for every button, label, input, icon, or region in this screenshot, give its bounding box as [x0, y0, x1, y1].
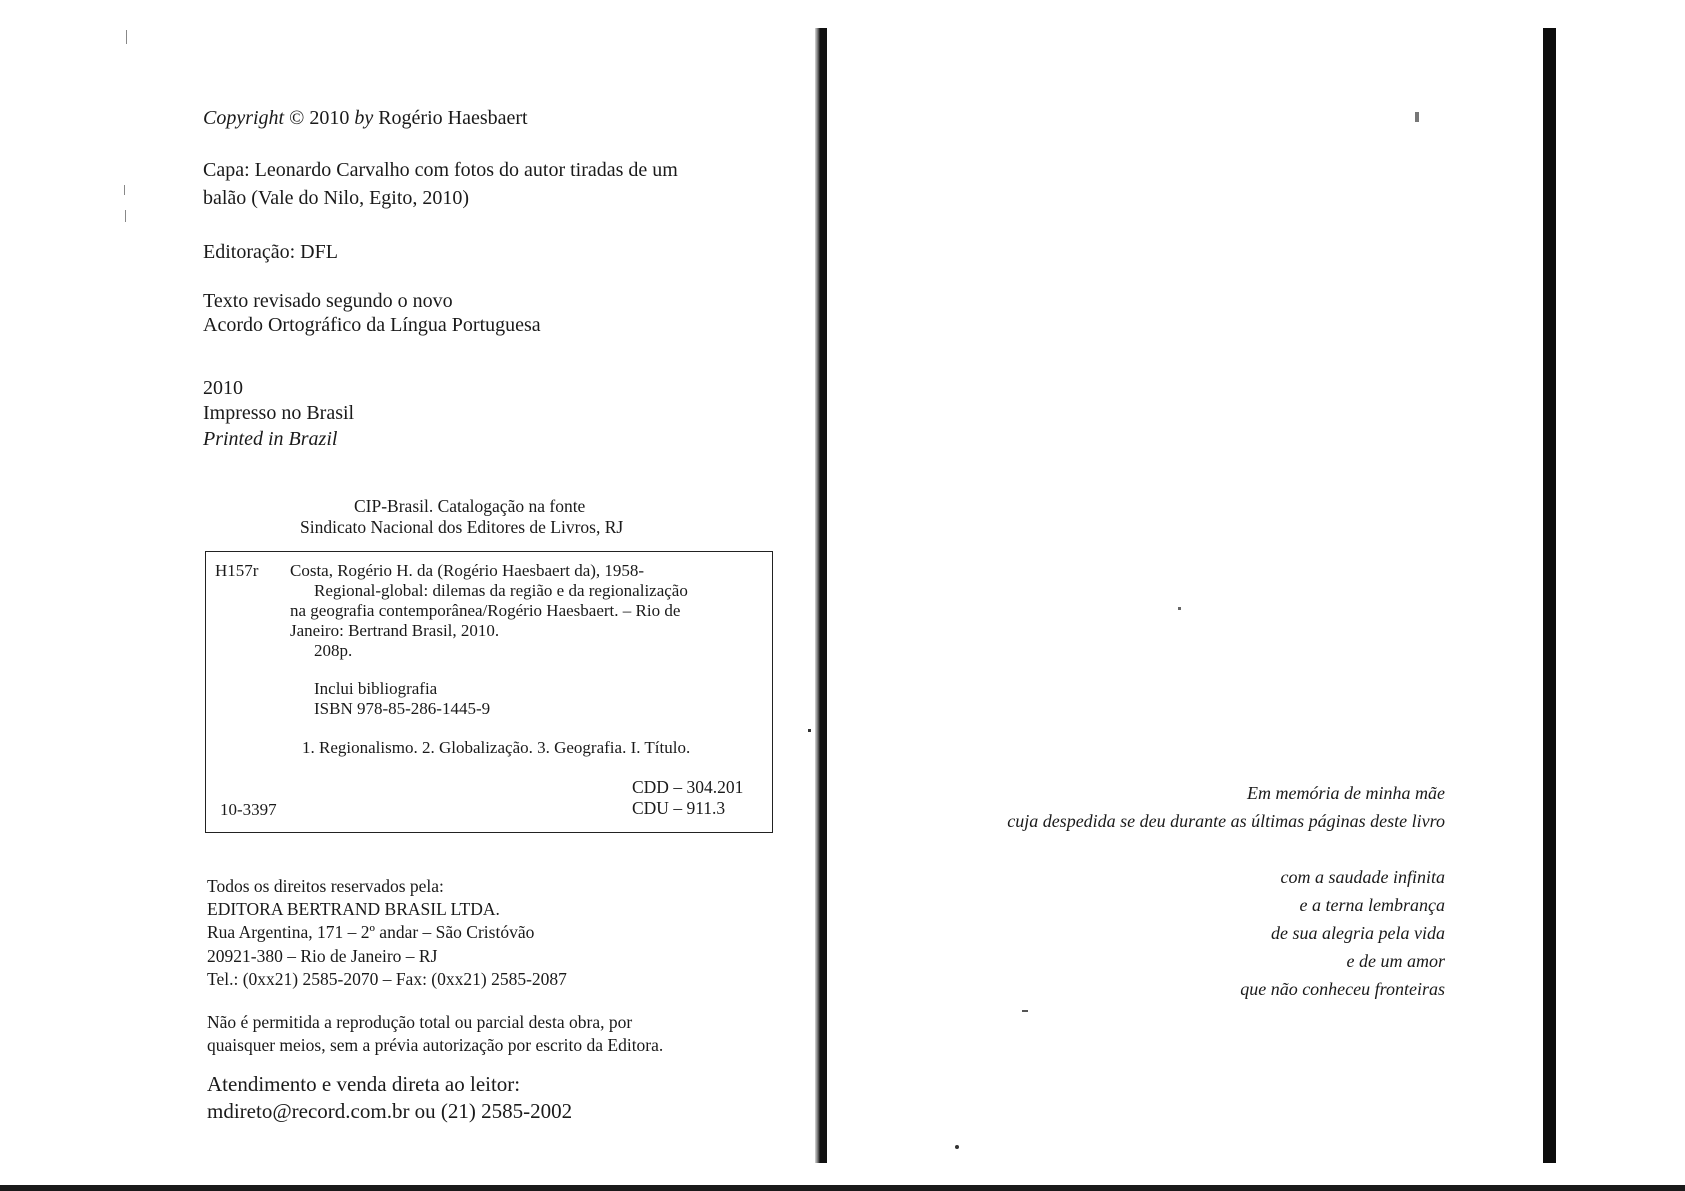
poem-line: com a saudade infinita: [1280, 867, 1445, 887]
cip-header-line2: Sindicato Nacional dos Editores de Livros, RJ: [300, 517, 624, 537]
scan-mark: [955, 1145, 959, 1149]
copyright-by: by: [354, 107, 374, 129]
cip-subjects: 1. Regionalismo. 2. Globalização. 3. Geografia. I. Título.: [302, 738, 691, 757]
dedication-line1: Em memória de minha mãe: [1247, 783, 1445, 803]
cip-call-number: H157r: [215, 561, 259, 580]
printed-en: Printed in Brazil: [203, 428, 338, 450]
publisher-city: 20921-380 – Rio de Janeiro – RJ: [207, 946, 438, 966]
scan-mark: [126, 30, 127, 44]
copyright-year: © 2010: [289, 107, 350, 129]
poem-line: e a terna lembrança: [1299, 895, 1445, 915]
notice-line1: Não é permitida a reprodução total ou parcial desta obra, por: [207, 1012, 633, 1032]
scan-mark: [1415, 112, 1419, 122]
publisher-phone: Tel.: (0xx21) 2585-2070 – Fax: (0xx21) 2585-2087: [207, 969, 567, 989]
service-line1: Atendimento e venda direta ao leitor:: [207, 1072, 521, 1096]
cip-pages: 208p.: [314, 641, 353, 660]
cip-header-line1: CIP-Brasil. Catalogação na fonte: [354, 496, 586, 516]
poem-line: de sua alegria pela vida: [1271, 923, 1445, 943]
cip-control-number: 10-3397: [220, 800, 277, 819]
dedication-line2: cuja despedida se deu durante as últimas páginas deste livro: [1007, 811, 1445, 831]
printed-pt: Impresso no Brasil: [203, 402, 355, 424]
rights-line1: Todos os direitos reservados pela:: [207, 876, 444, 896]
cip-title-line2: na geografia contemporânea/Rogério Haesbaert. – Rio de: [290, 601, 681, 620]
revision-line2: Acordo Ortográfico da Língua Portuguesa: [203, 314, 541, 336]
publisher-name: EDITORA BERTRAND BRASIL LTDA.: [207, 899, 500, 919]
scan-bottom-edge: [0, 1185, 1685, 1191]
copyright-author: Rogério Haesbaert: [378, 107, 528, 129]
scan-mark: [125, 210, 126, 222]
notice-line2: quaisquer meios, sem a prévia autorização por escrito da Editora.: [207, 1035, 664, 1055]
scan-mark: [808, 729, 811, 732]
service-contact: mdireto@record.com.br ou (21) 2585-2002: [207, 1099, 573, 1123]
cover-credit-line2: balão (Vale do Nilo, Egito, 2010): [203, 187, 470, 209]
cover-credit-line1: Capa: Leonardo Carvalho com fotos do autor tiradas de um: [203, 159, 678, 181]
poem-line: e de um amor: [1346, 951, 1445, 971]
copyright-label: Copyright: [203, 107, 285, 129]
scan-mark: [124, 185, 125, 195]
scan-mark: [1022, 1010, 1028, 1012]
editing-credit: Editoração: DFL: [203, 241, 338, 263]
right-page: [830, 0, 1685, 1191]
cip-cdu: CDU – 911.3: [632, 798, 726, 818]
publisher-address: Rua Argentina, 171 – 2º andar – São Cristóvão: [207, 922, 535, 942]
cip-cdd: CDD – 304.201: [632, 777, 744, 797]
publication-year: 2010: [203, 377, 243, 399]
left-page: [0, 0, 820, 1191]
cip-title-line3: Janeiro: Bertrand Brasil, 2010.: [290, 621, 500, 640]
cip-isbn: ISBN 978-85-286-1445-9: [314, 699, 491, 718]
copyright-line: [203, 106, 528, 130]
poem-line: que não conheceu fronteiras: [1240, 979, 1445, 999]
cip-author-line: Costa, Rogério H. da (Rogério Haesbaert da), 1958-: [290, 561, 645, 580]
cip-bibliography: Inclui bibliografia: [314, 679, 438, 698]
cip-title-line1: Regional-global: dilemas da região e da regionalização: [314, 581, 688, 600]
scan-mark: [1178, 607, 1181, 610]
revision-line1: Texto revisado segundo o novo: [203, 290, 453, 312]
